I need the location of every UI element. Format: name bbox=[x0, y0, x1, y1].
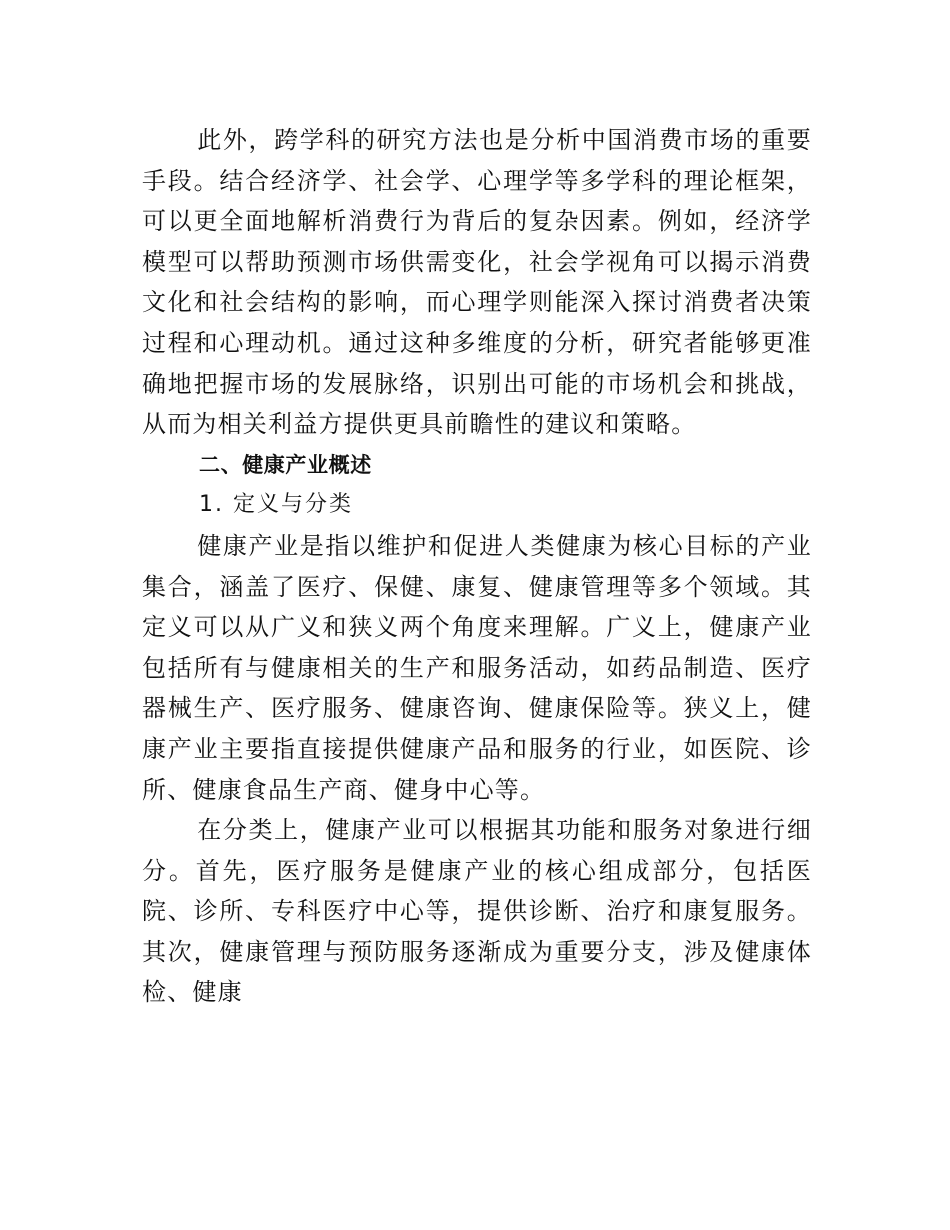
subsection-heading-definition: 1. 定义与分类 bbox=[199, 492, 353, 518]
document-body bbox=[142, 120, 812, 1013]
section-heading-health-industry: 二、健康产业概述 bbox=[199, 452, 372, 477]
paragraph-interdisciplinary-methods: 此外，跨学科的研究方法也是分析中国消费市场的重要手段。结合经济学、社会学、心理学等多学科的理论框架，可以更全面地解析消费行为背后的复杂因素。例如，经济学模型可以帮助预测市场供需变化，社会学视角可以揭示消费文化和社会结构的影响，而心理学则能深入探讨消费者决策过程和心理动机。通过这种多维度的分析，研究者能够更准确地把握市场的发展脉络，识别出可能的市场机会和挑战，从而为相关利益方提供更具前瞻性的建议和策略。 bbox=[142, 126, 812, 439]
paragraph-classification: 在分类上，健康产业可以根据其功能和服务对象进行细分。首先，医疗服务是健康产业的核心组成部分，包括医院、诊所、专科医疗中心等，提供诊断、治疗和康复服务。其次，健康管理与预防服务逐渐成为重要分支，涉及健康体检、健康 bbox=[142, 816, 812, 1007]
paragraph-definition: 健康产业是指以维护和促进人类健康为核心目标的产业集合，涵盖了医疗、保健、康复、健康管理等多个领域。其定义可以从广义和狭义两个角度来理解。广义上，健康产业包括所有与健康相关的生产和服务活动，如药品制造、医疗器械生产、医疗服务、健康咨询、健康保险等。狭义上，健康产业主要指直接提供健康产品和服务的行业，如医院、诊所、健康食品生产商、健身中心等。 bbox=[142, 531, 812, 804]
